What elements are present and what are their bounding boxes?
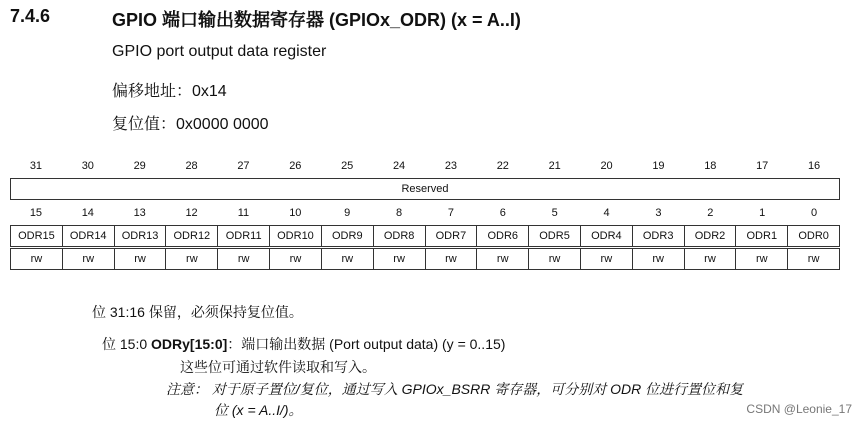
access-type-cell: rw	[11, 249, 63, 270]
bit-number: 13	[133, 207, 146, 219]
bits-31-16-description: 位 31:16 保留，必须保持复位值。	[92, 304, 303, 320]
field-name-cell: ODR5	[529, 226, 581, 247]
odr-field-name: ODRy[15:0]	[151, 336, 228, 352]
bit-number: 5	[551, 207, 558, 219]
field-name-cell: ODR6	[477, 226, 529, 247]
access-type-cell: rw	[632, 249, 684, 270]
offset-address: 偏移地址：0x14	[112, 83, 227, 100]
field-name-cell: ODR1	[736, 226, 788, 247]
bit-number: 19	[652, 160, 665, 172]
bit-number: 30	[81, 160, 94, 172]
field-name-cell: ODR4	[580, 226, 632, 247]
bits-15-0-prefix: 位 15:0	[102, 336, 152, 352]
reserved-cell: Reserved	[11, 179, 840, 200]
bit-number: 14	[81, 207, 94, 219]
field-name-cell: ODR3	[632, 226, 684, 247]
bit-number: 10	[289, 207, 302, 219]
access-type-cell: rw	[114, 249, 166, 270]
field-name-cell: ODR10	[270, 226, 322, 247]
bit-number: 23	[444, 160, 458, 172]
bit-number: 0	[811, 207, 818, 219]
register-english-name: GPIO port output data register	[112, 43, 327, 60]
bit-number: 12	[185, 207, 198, 219]
bit-number: 20	[600, 160, 613, 172]
bits-15-0-detail: 这些位可通过软件读取和写入。	[180, 359, 376, 375]
bit-number: 9	[344, 207, 351, 219]
access-type-cell: rw	[218, 249, 270, 270]
bit-number: 21	[548, 160, 561, 172]
access-type-cell: rw	[529, 249, 581, 270]
bit-number: 18	[704, 160, 717, 172]
bit-number: 7	[447, 207, 454, 219]
access-type-cell: rw	[736, 249, 788, 270]
bit-number: 1	[759, 207, 766, 219]
bit-number: 24	[392, 160, 406, 172]
access-type-cell: rw	[425, 249, 477, 270]
bit-number: 28	[185, 160, 198, 172]
bit-number: 2	[707, 207, 714, 219]
field-name-cell: ODR2	[684, 226, 736, 247]
reserved-field	[10, 178, 840, 200]
access-type-cell: rw	[166, 249, 218, 270]
bit-number: 22	[496, 160, 509, 172]
low-bit-numbers	[10, 202, 840, 224]
access-type-cell: rw	[684, 249, 736, 270]
field-name-cell: ODR13	[114, 226, 166, 247]
bits-15-0-description	[102, 334, 505, 354]
field-name-cell: ODR7	[425, 226, 477, 247]
bit-number: 8	[396, 207, 403, 219]
low-field-access	[10, 248, 840, 270]
watermark: CSDN @Leonie_17	[746, 402, 852, 416]
access-type-cell: rw	[321, 249, 373, 270]
access-type-cell: rw	[580, 249, 632, 270]
bit-number: 11	[237, 207, 250, 219]
bit-number: 31	[29, 160, 43, 172]
section-title: GPIO 端口输出数据寄存器 (GPIOx_ODR) (x = A..I)	[112, 10, 521, 30]
reset-value: 复位值：0x0000 0000	[112, 116, 269, 133]
note-line-2: 位 (x = A..I/)。	[214, 402, 303, 418]
field-name-cell: ODR15	[11, 226, 63, 247]
bit-number: 29	[133, 160, 146, 172]
field-name-cell: ODR14	[62, 226, 114, 247]
access-type-cell: rw	[62, 249, 114, 270]
low-field-names	[10, 225, 840, 247]
bit-number: 25	[341, 160, 354, 172]
bit-number: 3	[655, 207, 662, 219]
bit-number: 16	[807, 160, 821, 172]
bits-15-0-text: ：端口输出数据 (Port output data) (y = 0..15)	[227, 336, 506, 352]
field-name-cell: ODR11	[218, 226, 270, 247]
bit-number: 26	[289, 160, 302, 172]
access-type-cell: rw	[788, 249, 840, 270]
note-line-1: 注意： 对于原子置位/复位，通过写入 GPIOx_BSRR 寄存器，可分别对 ODR 位进行置位和复	[166, 381, 744, 397]
access-type-cell: rw	[270, 249, 322, 270]
bit-number: 15	[29, 207, 43, 219]
bit-number: 27	[237, 160, 250, 172]
access-type-cell: rw	[373, 249, 425, 270]
bit-number: 4	[603, 207, 610, 219]
high-bit-numbers	[10, 155, 840, 177]
access-type-cell: rw	[477, 249, 529, 270]
bit-number: 6	[499, 207, 506, 219]
field-name-cell: ODR9	[321, 226, 373, 247]
section-number: 7.4.6	[10, 6, 51, 26]
field-name-cell: ODR0	[788, 226, 840, 247]
field-name-cell: ODR12	[166, 226, 218, 247]
bit-number: 17	[756, 160, 769, 172]
field-name-cell: ODR8	[373, 226, 425, 247]
